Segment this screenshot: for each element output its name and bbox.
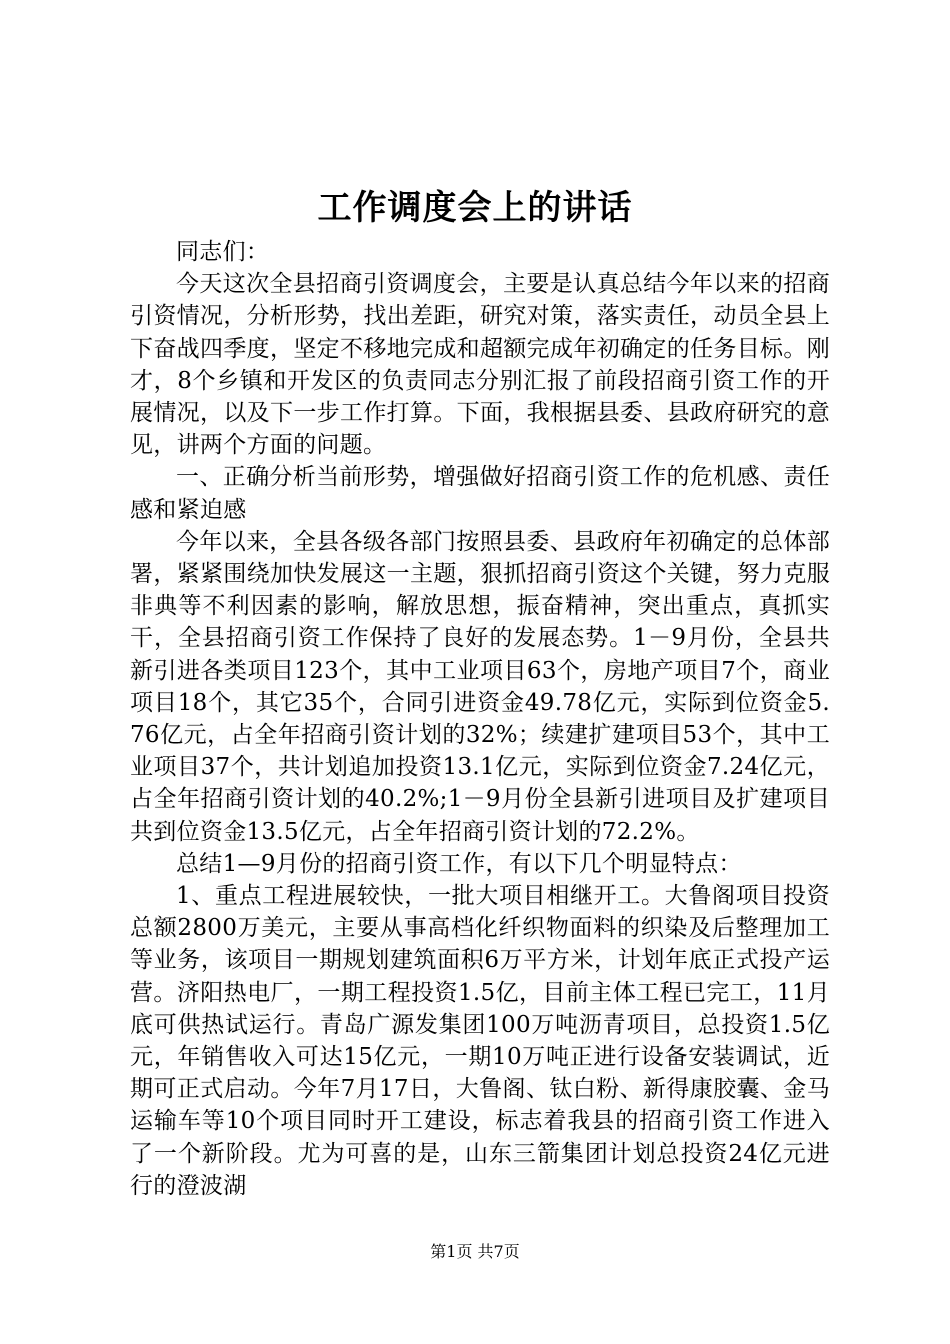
- document-body: [130, 236, 830, 1202]
- body-paragraph: 今年以来，全县各级各部门按照县委、县政府年初确定的总体部署，紧紧围绕加快发展这一主题，狠抓招商引资这个关键，努力克服非典等不利因素的影响，解放思想，振奋精神，突出重点，真抓实干，全县招商引资工作保持了良好的发展态势。1－9月份，全县共新引进各类项目123个，其中工业项目63个，房地产项目7个，商业项目18个，其它35个，合同引进资金49.78亿元，实际到位资金5.76亿元，占全年招商引资计划的32%；续建扩建项目53个，其中工业项目37个，共计划追加投资13.1亿元，实际到位资金7.24亿元，占全年招商引资计划的40.2%;1－9月份全县新引进项目及扩建项目共到位资金13.5亿元，占全年招商引资计划的72.2%。: [130, 528, 830, 845]
- page-title: 工作调度会上的讲话: [317, 188, 633, 228]
- page-number-footer: 第1页 共7页: [430, 1242, 520, 1261]
- salutation-paragraph: 同志们：: [176, 239, 270, 265]
- body-paragraph: 总结1—9月份的招商引资工作，有以下几个明显特点：: [176, 850, 742, 877]
- intro-paragraph: 今天这次全县招商引资调度会，主要是认真总结今年以来的招商引资情况，分析形势，找出差距，研究对策，落实责任，动员全县上下奋战四季度，坚定不移地完成和超额完成年初确定的任务目标。刚才，8个乡镇和开发区的负责同志分别汇报了前段招商引资工作的开展情况，以及下一步工作打算。下面，我根据县委、县政府研究的意见，讲两个方面的问题。: [130, 271, 830, 459]
- body-paragraph: 1、重点工程进展较快，一批大项目相继开工。大鲁阁项目投资总额2800万美元，主要从事高档化纤织物面料的织染及后整理加工等业务，该项目一期规划建筑面积6万平方米，计划年底正式投产运营。济阳热电厂，一期工程投资1.5亿，目前主体工程已完工，11月底可供热试运行。青岛广源发集团100万吨沥青项目，总投资1.5亿元，年销售收入可达15亿元，一期10万吨正进行设备安装调试，近期可正式启动。今年7月17日，大鲁阁、钛白粉、新得康胶囊、金马运输车等10个项目同时开工建设，标志着我县的招商引资工作进入了一个新阶段。尤为可喜的是，山东三箭集团计划总投资24亿元进行的澄波湖: [130, 883, 830, 1199]
- section-heading: 一、正确分析当前形势，增强做好招商引资工作的危机感、责任感和紧迫感: [130, 464, 830, 523]
